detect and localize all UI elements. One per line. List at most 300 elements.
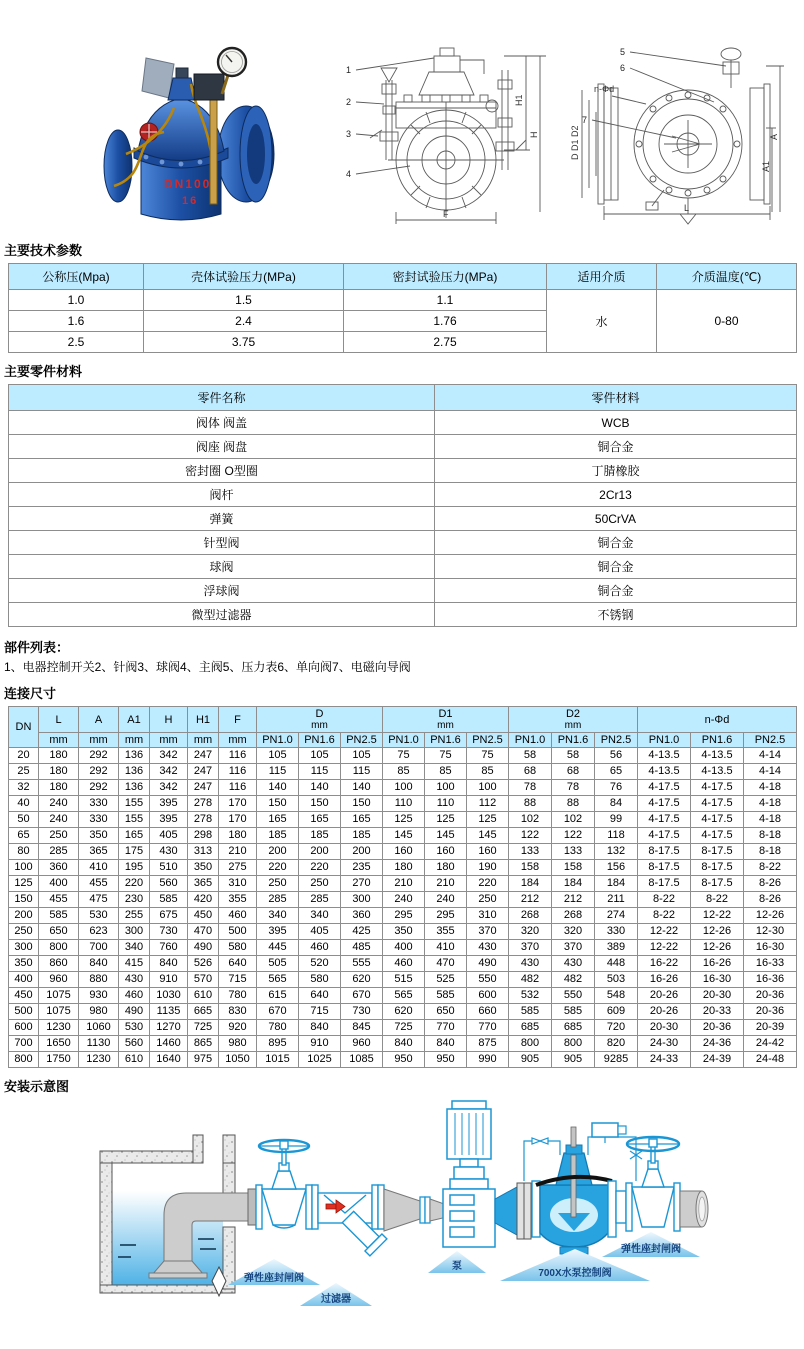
table-cell: 170 <box>219 796 257 812</box>
table-cell: PN1.0 <box>638 733 691 748</box>
materials-header-row <box>9 385 797 411</box>
table-cell: PN1.0 <box>509 733 552 748</box>
table-cell: 880 <box>79 972 119 988</box>
table-cell: 85 <box>425 764 467 780</box>
table-cell: 24-39 <box>691 1052 744 1068</box>
table-cell: PN1.0 <box>383 733 425 748</box>
table-row <box>9 748 797 764</box>
table-cell: 190 <box>467 860 509 876</box>
parts-list <box>4 637 804 675</box>
table-cell: 285 <box>257 892 299 908</box>
table-cell: 56 <box>595 748 638 764</box>
table-cell: 58 <box>509 748 552 764</box>
table-cell: 780 <box>257 1020 299 1036</box>
table-cell: 8-26 <box>744 876 797 892</box>
table-cell: 145 <box>467 828 509 844</box>
table-cell: 1.0 <box>9 290 144 311</box>
table-cell: 116 <box>219 780 257 796</box>
label-strainer: 过滤器 <box>321 1294 351 1305</box>
table-cell: 250 <box>299 876 341 892</box>
table-cell: 330 <box>79 796 119 812</box>
table-cell: 115 <box>257 764 299 780</box>
table-cell: 阀杆 <box>9 483 435 507</box>
table-cell: 240 <box>39 812 79 828</box>
table-cell: 330 <box>79 812 119 828</box>
table-cell: 102 <box>509 812 552 828</box>
table-cell: 1270 <box>150 1020 188 1036</box>
table-cell: 240 <box>383 892 425 908</box>
table-cell: 500 <box>9 1004 39 1020</box>
table-cell: 8-17.5 <box>638 844 691 860</box>
table-cell: 250 <box>257 876 299 892</box>
table-cell: 16-33 <box>744 956 797 972</box>
table-cell: 20-30 <box>691 988 744 1004</box>
col-header-a1: A1 <box>119 707 150 733</box>
table-cell: 1.6 <box>9 311 144 332</box>
table-cell: 425 <box>341 924 383 940</box>
table-row <box>9 924 797 940</box>
group-label-d1: D1 <box>438 708 453 720</box>
table-cell: 75 <box>467 748 509 764</box>
materials-body <box>9 411 797 627</box>
table-cell: 20-36 <box>744 1004 797 1020</box>
table-cell: 116 <box>219 764 257 780</box>
table-cell: 铜合金 <box>435 555 797 579</box>
temperature-cell: 0-80 <box>657 290 797 353</box>
table-cell: 铜合金 <box>435 579 797 603</box>
table-cell: 526 <box>188 956 219 972</box>
table-cell: 430 <box>509 956 552 972</box>
table-cell: 1460 <box>150 1036 188 1052</box>
table-cell: 560 <box>150 876 188 892</box>
table-cell: mm <box>150 733 188 748</box>
table-cell: 975 <box>188 1052 219 1068</box>
table-cell: mm <box>188 733 219 748</box>
table-cell: 不锈钢 <box>435 603 797 627</box>
valve-photo-illustration <box>104 48 274 220</box>
col-header-a: A <box>79 707 119 733</box>
table-row <box>9 531 797 555</box>
table-cell: 136 <box>119 764 150 780</box>
table-cell: 685 <box>509 1020 552 1036</box>
table-cell: 560 <box>119 1036 150 1052</box>
table-cell: 4-18 <box>744 780 797 796</box>
table-cell: 122 <box>509 828 552 844</box>
table-cell: 585 <box>150 892 188 908</box>
table-cell: 105 <box>299 748 341 764</box>
dim-h-label: H <box>529 131 539 138</box>
table-cell: 3.75 <box>144 332 344 353</box>
table-cell: 165 <box>341 812 383 828</box>
group-label-d: D <box>315 708 324 720</box>
table-cell: 300 <box>119 924 150 940</box>
callout-7: 7 <box>582 115 588 125</box>
table-cell: 155 <box>119 812 150 828</box>
callout-2: 2 <box>346 97 352 107</box>
parameters-table <box>8 263 797 353</box>
table-cell: 160 <box>425 844 467 860</box>
section-title-parameters: 主要技术参数 <box>4 243 83 258</box>
table-cell: 20-30 <box>638 1020 691 1036</box>
table-cell: mm <box>119 733 150 748</box>
table-cell: 丁腈橡胶 <box>435 459 797 483</box>
table-cell: 360 <box>39 860 79 876</box>
table-cell: 165 <box>257 812 299 828</box>
table-cell: 4-17.5 <box>691 828 744 844</box>
table-cell: 220 <box>299 860 341 876</box>
table-cell: 430 <box>552 956 595 972</box>
table-cell: 12-26 <box>691 924 744 940</box>
table-cell: 670 <box>257 1004 299 1020</box>
table-cell: 430 <box>119 972 150 988</box>
table-cell: 355 <box>219 892 257 908</box>
table-cell: PN2.5 <box>467 733 509 748</box>
table-cell: 555 <box>341 956 383 972</box>
table-cell: 389 <box>595 940 638 956</box>
table-cell: 460 <box>219 908 257 924</box>
table-cell: 875 <box>467 1036 509 1052</box>
table-cell: 342 <box>150 780 188 796</box>
table-cell: 4-17.5 <box>638 796 691 812</box>
table-cell: 158 <box>509 860 552 876</box>
table-cell: 155 <box>119 796 150 812</box>
table-cell: 485 <box>341 940 383 956</box>
table-cell: 235 <box>341 860 383 876</box>
table-cell: 247 <box>188 764 219 780</box>
table-cell: 490 <box>467 956 509 972</box>
solenoid-valve-icon <box>592 1123 618 1137</box>
table-cell: 1750 <box>39 1052 79 1068</box>
table-cell: 铜合金 <box>435 435 797 459</box>
table-cell: 840 <box>383 1036 425 1052</box>
table-cell: 840 <box>299 1020 341 1036</box>
table-cell: 4-17.5 <box>691 780 744 796</box>
table-cell: 278 <box>188 796 219 812</box>
table-cell: 165 <box>299 812 341 828</box>
parts-list-title: 部件列表： <box>4 640 70 655</box>
table-cell: 115 <box>341 764 383 780</box>
table-cell: 浮球阀 <box>9 579 435 603</box>
table-cell: 760 <box>150 940 188 956</box>
table-cell: 8-18 <box>744 828 797 844</box>
table-cell: 310 <box>219 876 257 892</box>
col-group-d2 <box>509 707 638 733</box>
table-cell: 185 <box>299 828 341 844</box>
table-cell: 密封圈 O型圈 <box>9 459 435 483</box>
table-cell: 24-36 <box>691 1036 744 1052</box>
table-cell: 510 <box>150 860 188 876</box>
table-cell: PN1.0 <box>257 733 299 748</box>
table-cell: 150 <box>341 796 383 812</box>
table-cell: 20-26 <box>638 988 691 1004</box>
table-cell: 400 <box>383 940 425 956</box>
table-row <box>9 764 797 780</box>
table-cell: 211 <box>595 892 638 908</box>
table-cell: 715 <box>219 972 257 988</box>
table-cell: 145 <box>383 828 425 844</box>
table-cell: PN1.6 <box>425 733 467 748</box>
table-cell: 1075 <box>39 1004 79 1020</box>
table-cell: 313 <box>188 844 219 860</box>
gate-valve-left <box>256 1140 318 1229</box>
table-cell: 800 <box>9 1052 39 1068</box>
table-cell: 532 <box>509 988 552 1004</box>
table-cell: 490 <box>119 1004 150 1020</box>
table-cell: 8-17.5 <box>691 876 744 892</box>
label-pump: 泵 <box>452 1261 462 1272</box>
table-cell: 650 <box>39 924 79 940</box>
table-cell: mm <box>219 733 257 748</box>
table-cell: 285 <box>39 844 79 860</box>
table-cell: mm <box>39 733 79 748</box>
table-cell: 295 <box>383 908 425 924</box>
table-cell: 515 <box>383 972 425 988</box>
col-header-f: F <box>219 707 257 733</box>
table-cell: 800 <box>39 940 79 956</box>
table-cell: 585 <box>425 988 467 1004</box>
table-cell: 1640 <box>150 1052 188 1068</box>
table-cell: 4-13.5 <box>691 748 744 764</box>
table-cell: 340 <box>119 940 150 956</box>
table-cell: 50CrVA <box>435 507 797 531</box>
table-cell: 780 <box>219 988 257 1004</box>
table-cell: 零件名称 <box>9 385 435 411</box>
table-row <box>9 940 797 956</box>
col-header-h1: H1 <box>188 707 219 733</box>
table-cell: 700 <box>9 1036 39 1052</box>
table-cell: 116 <box>219 748 257 764</box>
table-cell: 165 <box>119 828 150 844</box>
bolt-circle-label: n-Φd <box>594 84 615 94</box>
table-cell: 292 <box>79 780 119 796</box>
table-cell: 零件材料 <box>435 385 797 411</box>
table-cell: 110 <box>383 796 425 812</box>
table-cell: 68 <box>552 764 595 780</box>
table-cell: PN2.5 <box>744 733 797 748</box>
table-cell: 930 <box>79 988 119 1004</box>
side-view-lines <box>582 48 784 224</box>
table-row <box>9 796 797 812</box>
table-row <box>9 411 797 435</box>
table-cell: 136 <box>119 748 150 764</box>
table-cell: 247 <box>188 748 219 764</box>
table-cell: 84 <box>595 796 638 812</box>
table-row <box>9 860 797 876</box>
section-title-materials: 主要零件材料 <box>4 364 83 379</box>
table-row <box>9 1052 797 1068</box>
table-cell: 950 <box>383 1052 425 1068</box>
table-cell: 455 <box>79 876 119 892</box>
table-cell: 840 <box>150 956 188 972</box>
table-cell: 85 <box>467 764 509 780</box>
table-cell: 210 <box>425 876 467 892</box>
table-cell: 548 <box>595 988 638 1004</box>
table-cell: 268 <box>552 908 595 924</box>
table-cell: 88 <box>552 796 595 812</box>
table-cell: 460 <box>299 940 341 956</box>
table-cell: 200 <box>341 844 383 860</box>
table-cell: 公称压(Mpa) <box>9 264 144 290</box>
table-cell: 75 <box>425 748 467 764</box>
callout-1: 1 <box>346 65 352 75</box>
table-cell: 180 <box>39 764 79 780</box>
table-cell: 840 <box>425 1036 467 1052</box>
table-row <box>9 956 797 972</box>
col-header-h: H <box>150 707 188 733</box>
table-cell: 350 <box>188 860 219 876</box>
table-cell: mm <box>79 733 119 748</box>
table-cell: 150 <box>299 796 341 812</box>
table-cell: 145 <box>425 828 467 844</box>
table-row <box>9 892 797 908</box>
table-cell: 1.1 <box>344 290 547 311</box>
table-cell: 450 <box>9 988 39 1004</box>
table-cell: 212 <box>509 892 552 908</box>
table-cell: 350 <box>9 956 39 972</box>
table-cell: 370 <box>467 924 509 940</box>
dim-a-label: A <box>769 133 779 140</box>
table-cell: 420 <box>188 892 219 908</box>
table-cell: 球阀 <box>9 555 435 579</box>
table-cell: 270 <box>341 876 383 892</box>
callout-4: 4 <box>346 169 352 179</box>
table-cell: 100 <box>383 780 425 796</box>
table-cell: 4-17.5 <box>638 828 691 844</box>
connection-group-header-row <box>9 707 797 733</box>
table-cell: 640 <box>219 956 257 972</box>
table-cell: 1075 <box>39 988 79 1004</box>
table-cell: 1230 <box>79 1052 119 1068</box>
table-cell: 960 <box>39 972 79 988</box>
table-cell: 16-30 <box>691 972 744 988</box>
table-cell: 585 <box>552 1004 595 1020</box>
table-cell: 8-22 <box>691 892 744 908</box>
table-cell: 240 <box>39 796 79 812</box>
section-title-dimensions: 连接尺寸 <box>4 686 57 701</box>
table-cell: 503 <box>595 972 638 988</box>
table-cell: 适用介质 <box>547 264 657 290</box>
table-cell: 660 <box>467 1004 509 1020</box>
table-cell: 565 <box>383 988 425 1004</box>
table-cell: 133 <box>509 844 552 860</box>
table-cell: 395 <box>150 812 188 828</box>
table-cell: 弹簧 <box>9 507 435 531</box>
table-cell: 24-42 <box>744 1036 797 1052</box>
table-cell: 865 <box>188 1036 219 1052</box>
table-cell: 430 <box>150 844 188 860</box>
table-row <box>9 483 797 507</box>
table-row <box>9 1004 797 1020</box>
table-cell: 445 <box>257 940 299 956</box>
table-cell: 980 <box>79 1004 119 1020</box>
table-row <box>9 459 797 483</box>
table-cell: 136 <box>119 780 150 796</box>
table-cell: 1135 <box>150 1004 188 1020</box>
table-cell: 85 <box>383 764 425 780</box>
dim-h1-label: H1 <box>514 94 524 106</box>
table-cell: 200 <box>9 908 39 924</box>
table-cell: 770 <box>467 1020 509 1036</box>
table-cell: 4-17.5 <box>691 812 744 828</box>
table-cell: 725 <box>383 1020 425 1036</box>
table-cell: 16-30 <box>744 940 797 956</box>
table-cell: 100 <box>425 780 467 796</box>
table-cell: 360 <box>341 908 383 924</box>
table-cell: 20-26 <box>638 1004 691 1020</box>
diameters-label: D D1 D2 <box>570 125 580 160</box>
front-view-drawing <box>334 40 566 230</box>
table-cell: 1025 <box>299 1052 341 1068</box>
table-cell: 250 <box>39 828 79 844</box>
table-cell: 24-30 <box>638 1036 691 1052</box>
table-cell: 490 <box>188 940 219 956</box>
table-cell: 8-22 <box>638 892 691 908</box>
table-row <box>9 876 797 892</box>
table-cell: 600 <box>467 988 509 1004</box>
table-cell: 340 <box>257 908 299 924</box>
table-cell: 395 <box>257 924 299 940</box>
table-cell: 580 <box>299 972 341 988</box>
table-cell: 78 <box>509 780 552 796</box>
table-cell: 405 <box>299 924 341 940</box>
solenoid-box <box>194 74 224 100</box>
table-cell: 405 <box>150 828 188 844</box>
table-cell: 430 <box>467 940 509 956</box>
table-cell: 905 <box>509 1052 552 1068</box>
table-cell: 230 <box>119 892 150 908</box>
table-cell: 482 <box>509 972 552 988</box>
materials-table <box>8 384 797 627</box>
medium-cell: 水 <box>547 290 657 353</box>
label-gate-valve-right: 弹性座封闸阀 <box>621 1244 681 1255</box>
table-row <box>9 507 797 531</box>
table-cell: 4-14 <box>744 764 797 780</box>
callout-5: 5 <box>620 47 626 57</box>
table-cell: 介质温度(℃) <box>657 264 797 290</box>
table-cell: 4-17.5 <box>691 796 744 812</box>
table-cell: 8-17.5 <box>691 860 744 876</box>
table-cell: 960 <box>341 1036 383 1052</box>
table-cell: 285 <box>299 892 341 908</box>
table-cell: 118 <box>595 828 638 844</box>
table-cell: 180 <box>39 780 79 796</box>
table-cell: 133 <box>552 844 595 860</box>
table-cell: 160 <box>383 844 425 860</box>
table-row <box>9 290 797 311</box>
table-cell: 16-36 <box>744 972 797 988</box>
table-cell: 410 <box>79 860 119 876</box>
table-cell: 壳体试验压力(MPa) <box>144 264 344 290</box>
table-cell: 700 <box>79 940 119 956</box>
table-cell: 247 <box>188 780 219 796</box>
table-cell: 180 <box>39 748 79 764</box>
table-cell: 330 <box>595 924 638 940</box>
callout-3: 3 <box>346 129 352 139</box>
table-cell: 800 <box>509 1036 552 1052</box>
table-cell: 1030 <box>150 988 188 1004</box>
table-row <box>9 988 797 1004</box>
table-cell: 12-26 <box>691 940 744 956</box>
table-cell: 255 <box>119 908 150 924</box>
table-row <box>9 435 797 459</box>
table-cell: 910 <box>299 1036 341 1052</box>
table-cell: 350 <box>79 828 119 844</box>
table-cell: 微型过滤器 <box>9 603 435 627</box>
table-cell: 1.76 <box>344 311 547 332</box>
table-cell: 1015 <box>257 1052 299 1068</box>
table-cell: 8-18 <box>744 844 797 860</box>
table-cell: 275 <box>219 860 257 876</box>
